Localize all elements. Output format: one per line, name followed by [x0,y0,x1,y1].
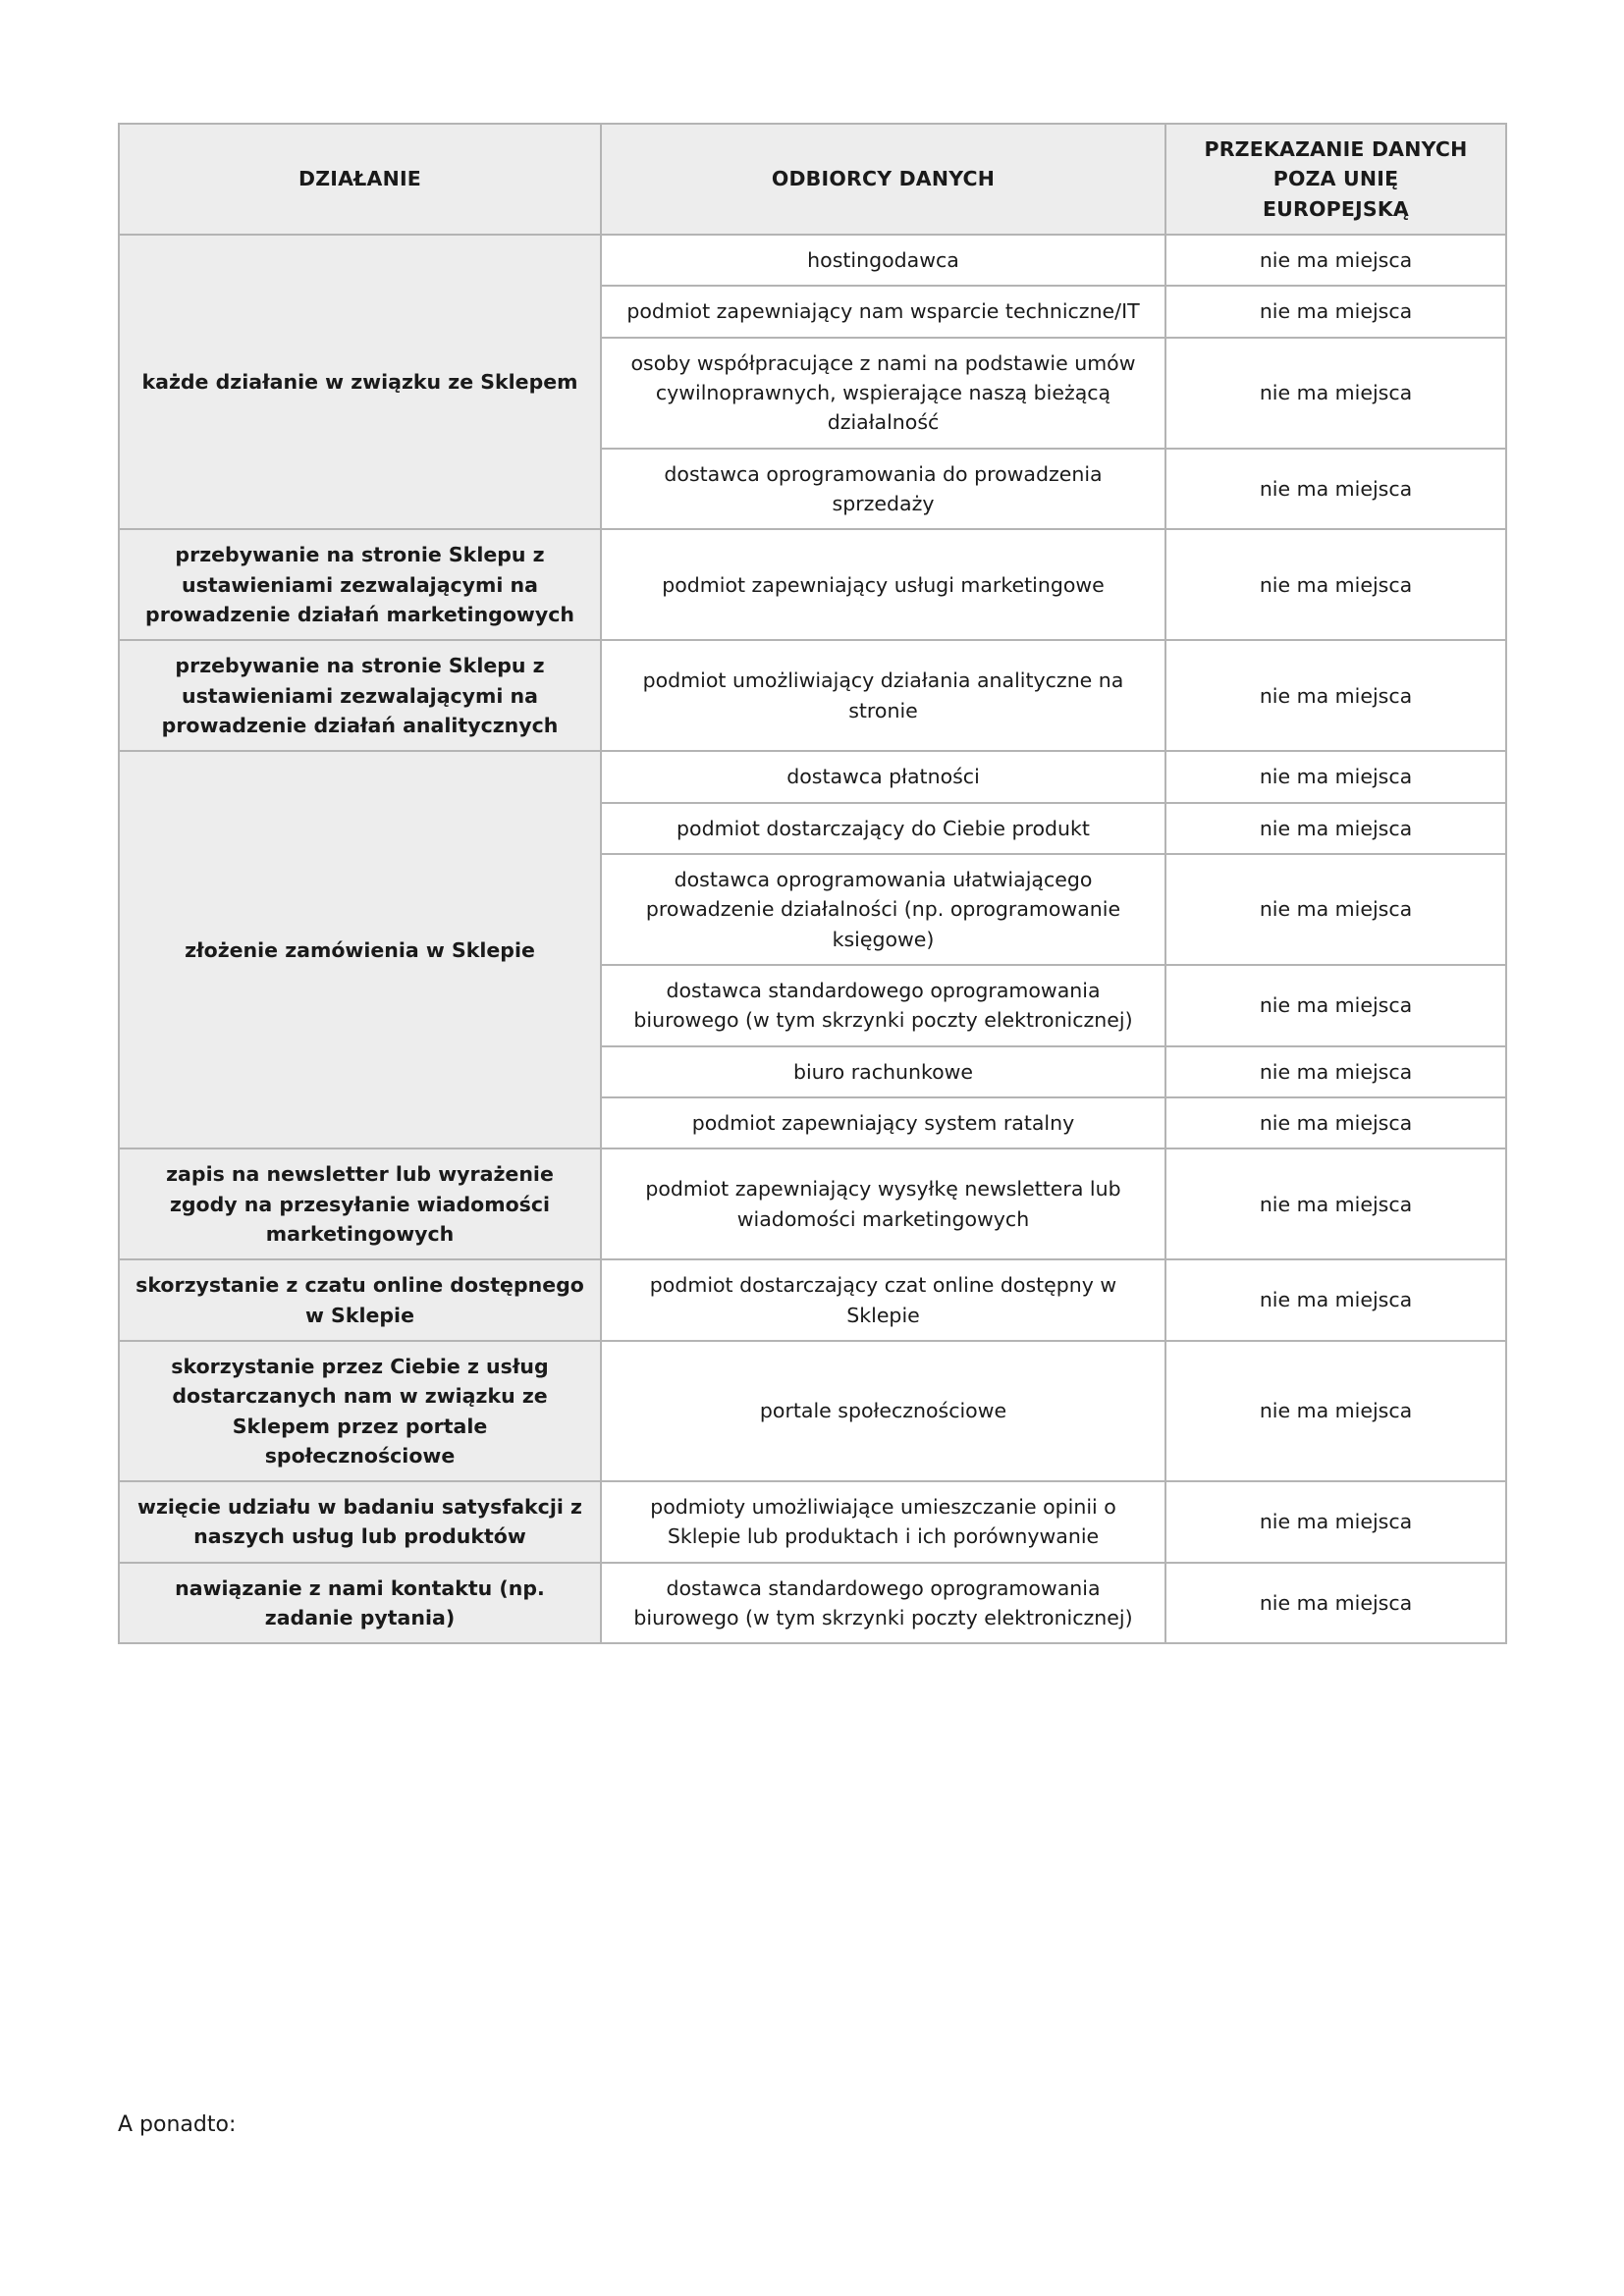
footnote-text: A ponadto: [118,2112,237,2137]
recipient-cell: osoby współpracujące z nami na podstawie umów cywilnoprawnych, wspierające naszą bieżącą działalność [601,338,1165,449]
transfer-cell: nie ma miejsca [1165,1097,1506,1148]
recipient-cell: podmiot zapewniający usługi marketingowe [601,529,1165,640]
transfer-cell: nie ma miejsca [1165,235,1506,286]
recipient-cell: dostawca standardowego oprogramowania biurowego (w tym skrzynki poczty elektronicznej) [601,965,1165,1046]
recipient-cell: podmioty umożliwiające umieszczanie opinii o Sklepie lub produktach i ich porównywanie [601,1481,1165,1563]
table-row [119,1563,1506,1644]
table-row [119,235,1506,286]
transfer-cell: nie ma miejsca [1165,640,1506,751]
transfer-cell: nie ma miejsca [1165,529,1506,640]
action-cell: skorzystanie przez Ciebie z usług dostarczanych nam w związku ze Sklepem przez portale społecznościowe [119,1341,601,1481]
recipient-cell: dostawca oprogramowania do prowadzenia sprzedaży [601,449,1165,530]
transfer-cell: nie ma miejsca [1165,751,1506,802]
transfer-cell: nie ma miejsca [1165,1259,1506,1341]
table-row [119,751,1506,802]
header-transfer-line-2: POZA UNIĘ [1272,167,1399,191]
recipient-cell: biuro rachunkowe [601,1046,1165,1097]
table-header [119,124,1506,235]
transfer-cell: nie ma miejsca [1165,286,1506,337]
data-recipients-table-container [118,123,1507,1644]
table-row [119,1148,1506,1259]
action-cell: skorzystanie z czatu online dostępnego w Sklepie [119,1259,601,1341]
transfer-cell: nie ma miejsca [1165,854,1506,965]
table-header-row [119,124,1506,235]
table-body [119,235,1506,1643]
transfer-cell: nie ma miejsca [1165,1481,1506,1563]
recipient-cell: portale społecznościowe [601,1341,1165,1481]
transfer-cell: nie ma miejsca [1165,1563,1506,1644]
transfer-cell: nie ma miejsca [1165,449,1506,530]
table-row [119,640,1506,751]
action-cell: zapis na newsletter lub wyrażenie zgody na przesyłanie wiadomości marketingowych [119,1148,601,1259]
transfer-cell: nie ma miejsca [1165,1046,1506,1097]
table-row [119,1341,1506,1481]
recipient-cell: podmiot dostarczający do Ciebie produkt [601,803,1165,854]
transfer-cell: nie ma miejsca [1165,803,1506,854]
action-cell: złożenie zamówienia w Sklepie [119,751,601,1148]
action-cell: każde działanie w związku ze Sklepem [119,235,601,529]
header-transfer-line-3: EUROPEJSKĄ [1262,196,1410,221]
table-row [119,1259,1506,1341]
transfer-cell: nie ma miejsca [1165,965,1506,1046]
transfer-cell: nie ma miejsca [1165,338,1506,449]
data-recipients-table [118,123,1507,1644]
recipient-cell: podmiot umożliwiający działania analityczne na stronie [601,640,1165,751]
recipient-cell: podmiot zapewniający system ratalny [601,1097,1165,1148]
transfer-cell: nie ma miejsca [1165,1341,1506,1481]
header-transfer-outside-eu [1165,124,1506,235]
recipient-cell: dostawca płatności [601,751,1165,802]
transfer-cell: nie ma miejsca [1165,1148,1506,1259]
action-cell: przebywanie na stronie Sklepu z ustawieniami zezwalającymi na prowadzenie działań analitycznych [119,640,601,751]
header-transfer-line-1: PRZEKAZANIE DANYCH [1204,137,1468,161]
recipient-cell: podmiot zapewniający nam wsparcie techniczne/IT [601,286,1165,337]
table-row [119,1481,1506,1563]
header-recipients: ODBIORCY DANYCH [601,124,1165,235]
recipient-cell: hostingodawca [601,235,1165,286]
recipient-cell: dostawca oprogramowania ułatwiającego prowadzenie działalności (np. oprogramowanie księgowe) [601,854,1165,965]
table-row [119,529,1506,640]
recipient-cell: podmiot dostarczający czat online dostępny w Sklepie [601,1259,1165,1341]
recipient-cell: dostawca standardowego oprogramowania biurowego (w tym skrzynki poczty elektronicznej) [601,1563,1165,1644]
header-action: DZIAŁANIE [119,124,601,235]
recipient-cell: podmiot zapewniający wysyłkę newslettera lub wiadomości marketingowych [601,1148,1165,1259]
action-cell: wzięcie udziału w badaniu satysfakcji z naszych usług lub produktów [119,1481,601,1563]
action-cell: nawiązanie z nami kontaktu (np. zadanie pytania) [119,1563,601,1644]
action-cell: przebywanie na stronie Sklepu z ustawieniami zezwalającymi na prowadzenie działań marketingowych [119,529,601,640]
